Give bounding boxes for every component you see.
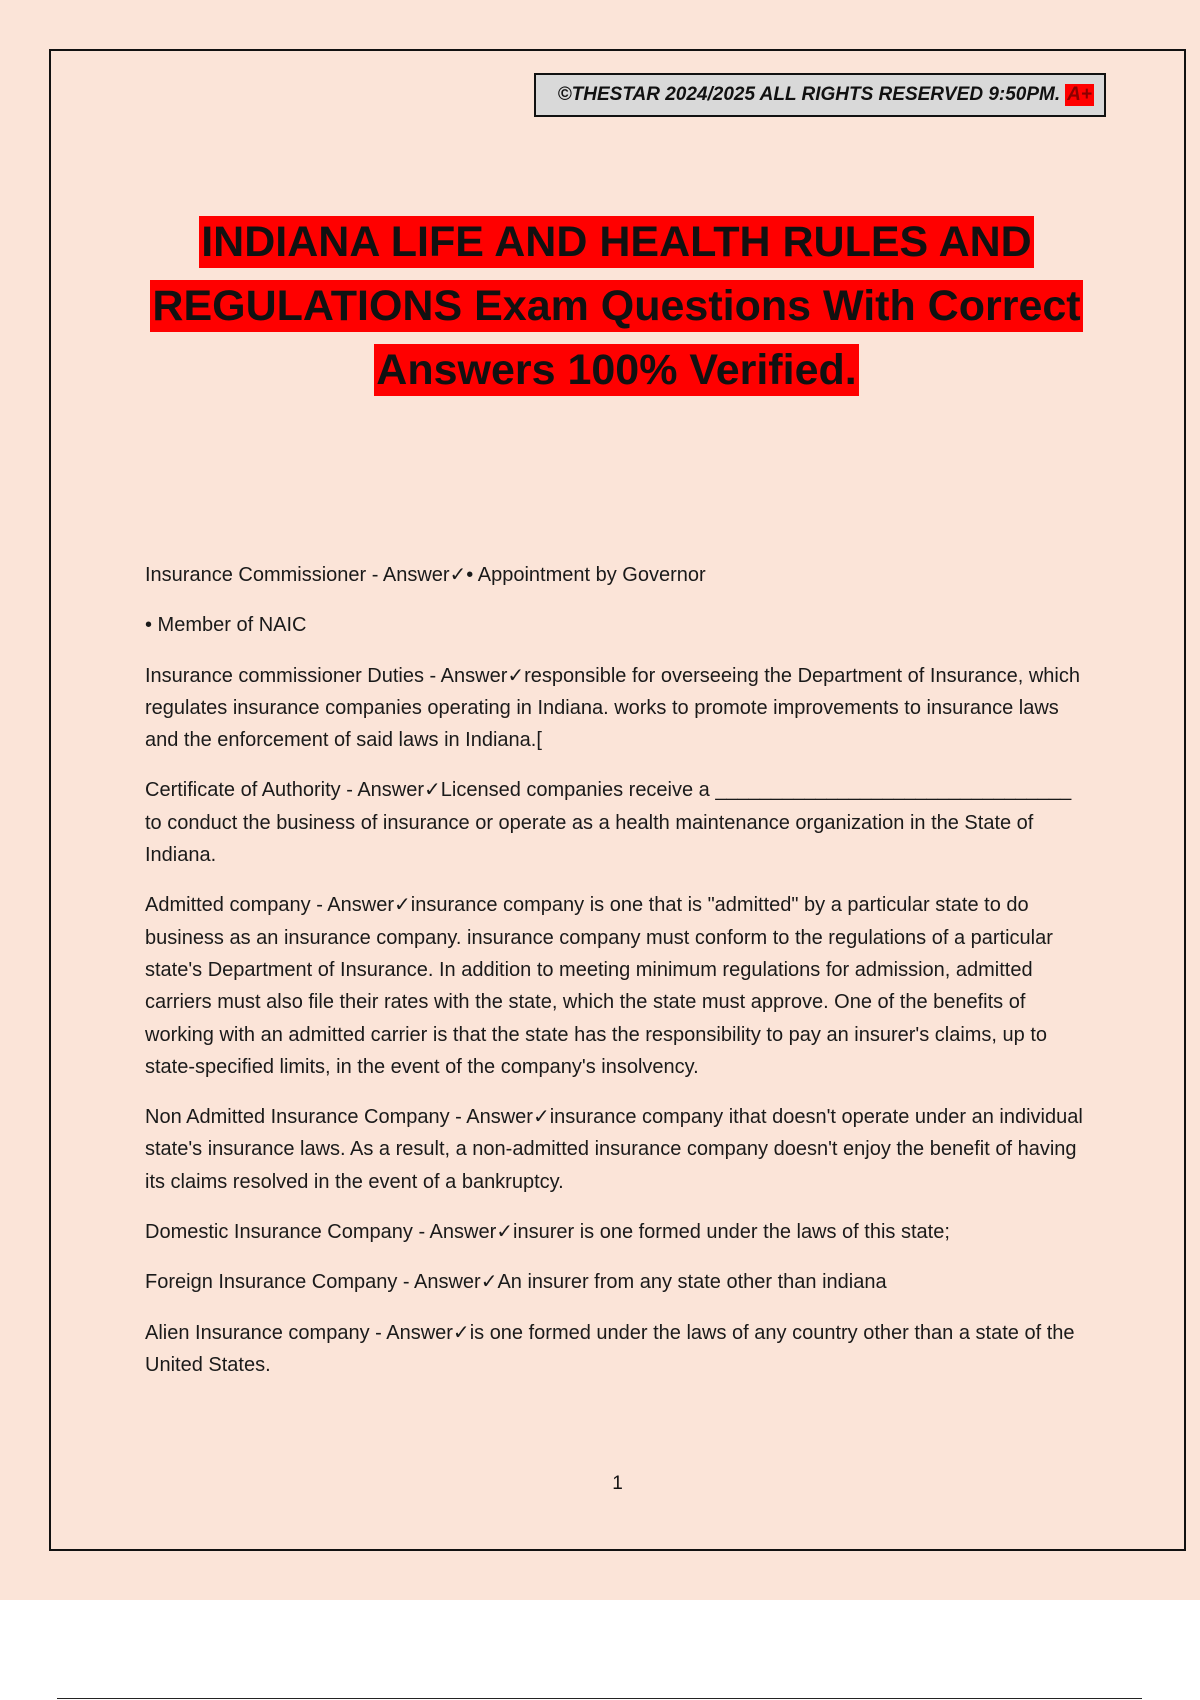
copyright-header <box>534 73 1106 117</box>
document-title-text: INDIANA LIFE AND HEALTH RULES AND REGULATIONS Exam Questions With Correct Answers 100% Verified. <box>152 218 1081 394</box>
document-body <box>145 559 1090 1399</box>
entry-foreign-company: Foreign Insurance Company - Answer✓An insurer from any state other than indiana <box>145 1271 887 1294</box>
entry-commissioner-duties: Insurance commissioner Duties - Answer✓responsible for overseeing the Department of Insurance, which regulates insurance companies operating in Indiana. works to promote improvements to insurance laws and the enforcement of said laws in Indiana.[ <box>145 664 1080 752</box>
copyright-text: ©THESTAR 2024/2025 ALL RIGHTS RESERVED 9:50PM. <box>557 84 1061 105</box>
bottom-divider <box>57 1698 1142 1699</box>
page-number: 1 <box>612 1473 623 1494</box>
entry-domestic-company: Domestic Insurance Company - Answer✓insurer is one formed under the laws of this state; <box>145 1221 950 1244</box>
entry-certificate-of-authority: Certificate of Authority - Answer✓Licensed companies receive a ________________________________ to conduct the business of insurance or operate as a health maintenance organization in the State of Indiana. <box>145 779 1072 867</box>
document-title <box>120 210 1113 402</box>
entry-admitted-company: Admitted company - Answer✓insurance company is one that is "admitted" by a particular state to do business as an insurance company. insurance company must conform to the regulations of a particular state's Department of Insurance. In addition to meeting minimum regulations for admission, admitted carriers must also file their rates with the state, which the state must approve. One of the benefits of working with an admitted carrier is that the state has the responsibility to pay an insurer's claims, up to state-specified limits, in the event of the company's insolvency. <box>145 894 1053 1078</box>
entry-alien-company: Alien Insurance company - Answer✓is one formed under the laws of any country other than a state of the United States. <box>145 1321 1075 1376</box>
grade-badge: A+ <box>1067 84 1092 105</box>
entry-member-naic: • Member of NAIC <box>145 614 307 637</box>
entry-non-admitted-company: Non Admitted Insurance Company - Answer✓insurance company ithat doesn't operate under an individual state's insurance laws. As a result, a non-admitted insurance company doesn't enjoy the benefit of having its claims resolved in the event of a bankruptcy. <box>145 1106 1083 1193</box>
entry-insurance-commissioner: Insurance Commissioner - Answer✓• Appointment by Governor <box>145 564 706 586</box>
